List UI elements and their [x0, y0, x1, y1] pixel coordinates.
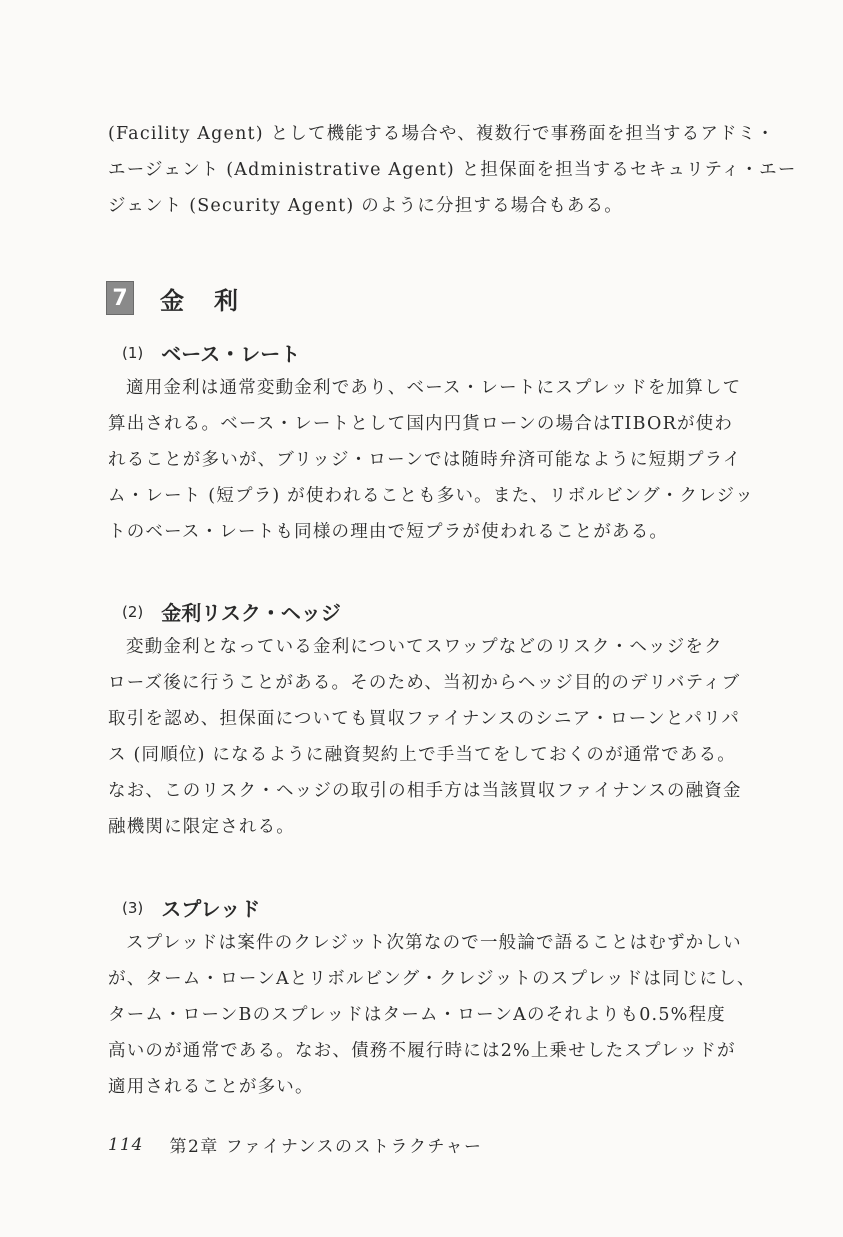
text-line: スプレッドは案件のクレジット次第なので一般論で語ることはむずかしい [126, 933, 742, 953]
subsection-number: (3) [122, 898, 144, 917]
page-footer [108, 1132, 482, 1157]
subsection-paragraph [108, 370, 763, 550]
section-heading [106, 278, 268, 318]
text-line: が、ターム・ローンAとリボルビング・クレジットのスプレッドは同じにし、 [108, 969, 756, 989]
text-line: (Facility Agent) として機能する場合や、複数行で事務面を担当するアドミ・ [108, 124, 776, 144]
subsection-heading [122, 597, 341, 626]
text-line: ローズ後に行うことがある。そのため、当初からヘッジ目的のデリバティブ [108, 673, 741, 693]
text-line: 融機関に限定される。 [108, 817, 295, 837]
text-line: トのベース・レートも同様の理由で短プラが使われることがある。 [108, 522, 669, 542]
text-line: ス (同順位) になるように融資契約上で手当てをしておくのが通常である。 [108, 745, 736, 765]
subsection-number: (1) [122, 343, 144, 362]
text-line: 算出される。ベース・レートとして国内円貨ローンの場合はTIBORが使わ [108, 414, 734, 434]
subsection-title: ベース・レート [161, 342, 301, 366]
text-line: ム・レート (短プラ) が使われることも多い。また、リボルビング・クレジッ [108, 486, 754, 506]
chapter-running-head: 第2章 ファイナンスのストラクチャー [169, 1137, 483, 1157]
subsection-number: (2) [122, 602, 144, 621]
text-line: なお、このリスク・ヘッジの取引の相手方は当該買収ファイナンスの融資金 [108, 781, 742, 801]
page-number: 114 [108, 1134, 144, 1155]
text-line: エージェント (Administrative Agent) と担保面を担当するセキュリティ・エー [108, 160, 797, 180]
section-number-badge: 7 [106, 281, 134, 315]
text-line: 高いのが通常である。なお、債務不履行時には2%上乗せしたスプレッドが [108, 1041, 736, 1061]
text-line: ジェント (Security Agent) のように分担する場合もある。 [108, 196, 623, 216]
intro-paragraph [108, 116, 797, 224]
subsection-heading [122, 338, 300, 367]
subsection-title: スプレッド [161, 897, 261, 921]
text-line: ターム・ローンBのスプレッドはターム・ローンAのそれよりも0.5%程度 [108, 1005, 726, 1025]
text-line: 取引を認め、担保面についても買収ファイナンスのシニア・ローンとパリパ [108, 709, 741, 729]
text-line: れることが多いが、ブリッジ・ローンでは随時弁済可能なように短期プライ [108, 450, 742, 470]
section-title: 金利 [160, 286, 268, 315]
subsection-paragraph [108, 925, 763, 1105]
subsection-paragraph [108, 629, 763, 845]
text-line: 適用金利は通常変動金利であり、ベース・レートにスプレッドを加算して [126, 378, 742, 398]
text-line: 変動金利となっている金利についてスワップなどのリスク・ヘッジをク [126, 637, 723, 657]
text-line: 適用されることが多い。 [108, 1077, 314, 1097]
subsection-title: 金利リスク・ヘッジ [161, 601, 341, 625]
subsection-heading [122, 893, 260, 922]
